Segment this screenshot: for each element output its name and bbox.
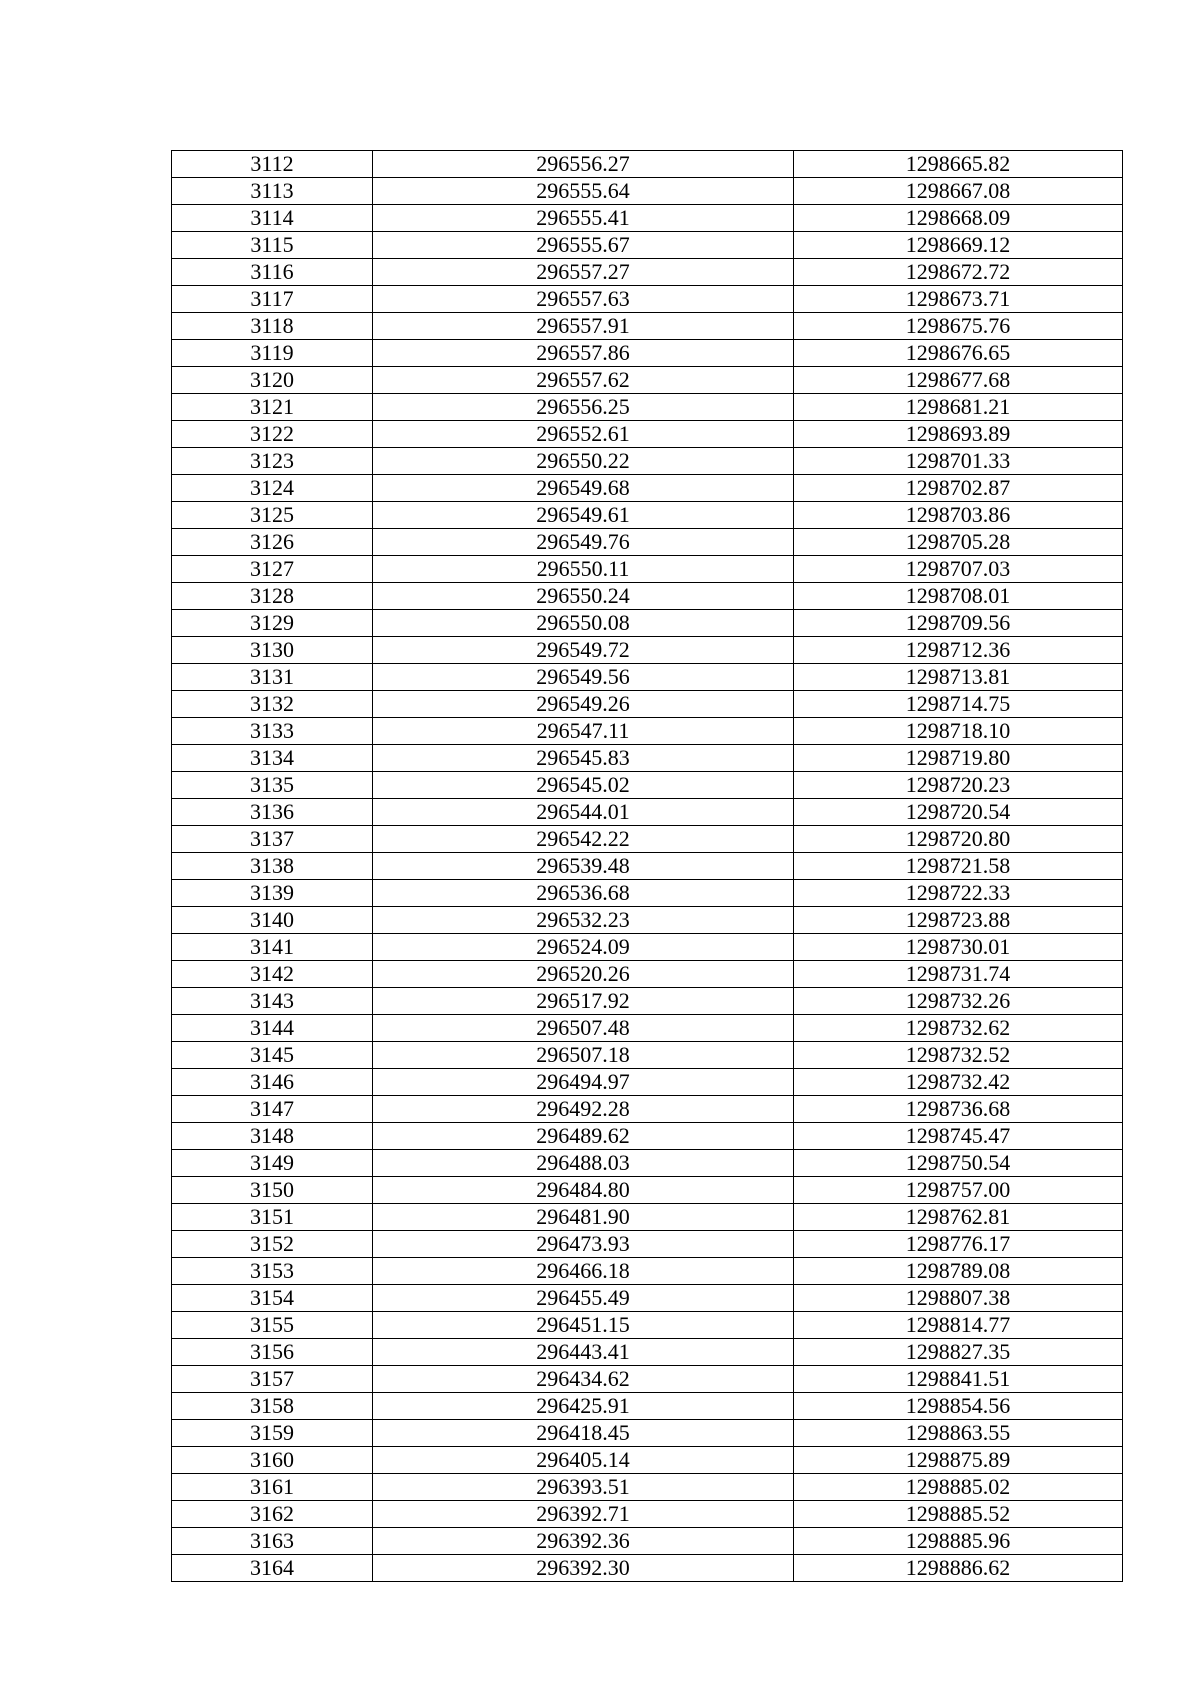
x-coordinate-cell: 296392.71 (373, 1501, 794, 1528)
x-coordinate-cell: 296557.27 (373, 259, 794, 286)
x-coordinate-cell: 296392.36 (373, 1528, 794, 1555)
x-coordinate-cell: 296556.25 (373, 394, 794, 421)
point-number-cell: 3141 (172, 934, 373, 961)
y-coordinate-cell: 1298745.47 (794, 1123, 1123, 1150)
point-number-cell: 3132 (172, 691, 373, 718)
table-row (172, 664, 1123, 691)
table-row (172, 151, 1123, 178)
y-coordinate-cell: 1298731.74 (794, 961, 1123, 988)
table-row (172, 1204, 1123, 1231)
table-row (172, 1258, 1123, 1285)
y-coordinate-cell: 1298730.01 (794, 934, 1123, 961)
x-coordinate-cell: 296549.26 (373, 691, 794, 718)
point-number-cell: 3153 (172, 1258, 373, 1285)
point-number-cell: 3148 (172, 1123, 373, 1150)
table-row (172, 502, 1123, 529)
table-row (172, 691, 1123, 718)
x-coordinate-cell: 296550.22 (373, 448, 794, 475)
x-coordinate-cell: 296549.72 (373, 637, 794, 664)
table-row (172, 1042, 1123, 1069)
y-coordinate-cell: 1298789.08 (794, 1258, 1123, 1285)
y-coordinate-cell: 1298713.81 (794, 664, 1123, 691)
x-coordinate-cell: 296549.56 (373, 664, 794, 691)
y-coordinate-cell: 1298703.86 (794, 502, 1123, 529)
y-coordinate-cell: 1298675.76 (794, 313, 1123, 340)
table-row (172, 340, 1123, 367)
y-coordinate-cell: 1298885.52 (794, 1501, 1123, 1528)
y-coordinate-cell: 1298732.62 (794, 1015, 1123, 1042)
x-coordinate-cell: 296393.51 (373, 1474, 794, 1501)
y-coordinate-cell: 1298736.68 (794, 1096, 1123, 1123)
table-row (172, 1177, 1123, 1204)
table-row (172, 205, 1123, 232)
y-coordinate-cell: 1298885.96 (794, 1528, 1123, 1555)
table-row (172, 1285, 1123, 1312)
y-coordinate-cell: 1298665.82 (794, 151, 1123, 178)
point-number-cell: 3143 (172, 988, 373, 1015)
point-number-cell: 3146 (172, 1069, 373, 1096)
x-coordinate-cell: 296488.03 (373, 1150, 794, 1177)
table-row (172, 475, 1123, 502)
y-coordinate-cell: 1298732.42 (794, 1069, 1123, 1096)
y-coordinate-cell: 1298814.77 (794, 1312, 1123, 1339)
y-coordinate-cell: 1298720.23 (794, 772, 1123, 799)
point-number-cell: 3156 (172, 1339, 373, 1366)
point-number-cell: 3137 (172, 826, 373, 853)
x-coordinate-cell: 296549.76 (373, 529, 794, 556)
x-coordinate-cell: 296550.24 (373, 583, 794, 610)
y-coordinate-cell: 1298712.36 (794, 637, 1123, 664)
x-coordinate-cell: 296392.30 (373, 1555, 794, 1582)
x-coordinate-cell: 296539.48 (373, 853, 794, 880)
table-row (172, 934, 1123, 961)
y-coordinate-cell: 1298709.56 (794, 610, 1123, 637)
x-coordinate-cell: 296492.28 (373, 1096, 794, 1123)
y-coordinate-cell: 1298732.26 (794, 988, 1123, 1015)
x-coordinate-cell: 296557.63 (373, 286, 794, 313)
x-coordinate-cell: 296455.49 (373, 1285, 794, 1312)
point-number-cell: 3119 (172, 340, 373, 367)
x-coordinate-cell: 296473.93 (373, 1231, 794, 1258)
x-coordinate-cell: 296557.91 (373, 313, 794, 340)
x-coordinate-cell: 296550.11 (373, 556, 794, 583)
point-number-cell: 3123 (172, 448, 373, 475)
point-number-cell: 3131 (172, 664, 373, 691)
y-coordinate-cell: 1298885.02 (794, 1474, 1123, 1501)
table-row (172, 1123, 1123, 1150)
point-number-cell: 3135 (172, 772, 373, 799)
x-coordinate-cell: 296443.41 (373, 1339, 794, 1366)
table-row (172, 826, 1123, 853)
point-number-cell: 3154 (172, 1285, 373, 1312)
table-row (172, 610, 1123, 637)
table-row (172, 1555, 1123, 1582)
point-number-cell: 3127 (172, 556, 373, 583)
y-coordinate-cell: 1298669.12 (794, 232, 1123, 259)
x-coordinate-cell: 296555.41 (373, 205, 794, 232)
point-number-cell: 3150 (172, 1177, 373, 1204)
point-number-cell: 3155 (172, 1312, 373, 1339)
point-number-cell: 3138 (172, 853, 373, 880)
table-row (172, 394, 1123, 421)
y-coordinate-cell: 1298702.87 (794, 475, 1123, 502)
x-coordinate-cell: 296550.08 (373, 610, 794, 637)
point-number-cell: 3112 (172, 151, 373, 178)
table-row (172, 961, 1123, 988)
x-coordinate-cell: 296520.26 (373, 961, 794, 988)
point-number-cell: 3120 (172, 367, 373, 394)
table-row (172, 907, 1123, 934)
y-coordinate-cell: 1298718.10 (794, 718, 1123, 745)
x-coordinate-cell: 296524.09 (373, 934, 794, 961)
y-coordinate-cell: 1298750.54 (794, 1150, 1123, 1177)
y-coordinate-cell: 1298757.00 (794, 1177, 1123, 1204)
point-number-cell: 3129 (172, 610, 373, 637)
y-coordinate-cell: 1298672.72 (794, 259, 1123, 286)
point-number-cell: 3142 (172, 961, 373, 988)
y-coordinate-cell: 1298676.65 (794, 340, 1123, 367)
y-coordinate-cell: 1298854.56 (794, 1393, 1123, 1420)
point-number-cell: 3149 (172, 1150, 373, 1177)
x-coordinate-cell: 296555.64 (373, 178, 794, 205)
y-coordinate-cell: 1298723.88 (794, 907, 1123, 934)
x-coordinate-cell: 296489.62 (373, 1123, 794, 1150)
x-coordinate-cell: 296547.11 (373, 718, 794, 745)
x-coordinate-cell: 296517.92 (373, 988, 794, 1015)
table-row (172, 718, 1123, 745)
table-row (172, 853, 1123, 880)
table-row (172, 745, 1123, 772)
x-coordinate-cell: 296507.18 (373, 1042, 794, 1069)
x-coordinate-cell: 296549.68 (373, 475, 794, 502)
y-coordinate-cell: 1298807.38 (794, 1285, 1123, 1312)
x-coordinate-cell: 296552.61 (373, 421, 794, 448)
point-number-cell: 3128 (172, 583, 373, 610)
point-number-cell: 3124 (172, 475, 373, 502)
table-row (172, 1096, 1123, 1123)
table-row (172, 232, 1123, 259)
point-number-cell: 3159 (172, 1420, 373, 1447)
point-number-cell: 3140 (172, 907, 373, 934)
table-row (172, 1231, 1123, 1258)
y-coordinate-cell: 1298677.68 (794, 367, 1123, 394)
x-coordinate-cell: 296418.45 (373, 1420, 794, 1447)
y-coordinate-cell: 1298721.58 (794, 853, 1123, 880)
table-row (172, 637, 1123, 664)
x-coordinate-cell: 296425.91 (373, 1393, 794, 1420)
x-coordinate-cell: 296557.86 (373, 340, 794, 367)
y-coordinate-cell: 1298886.62 (794, 1555, 1123, 1582)
y-coordinate-cell: 1298668.09 (794, 205, 1123, 232)
x-coordinate-cell: 296555.67 (373, 232, 794, 259)
y-coordinate-cell: 1298827.35 (794, 1339, 1123, 1366)
table-row (172, 1447, 1123, 1474)
point-number-cell: 3117 (172, 286, 373, 313)
point-number-cell: 3136 (172, 799, 373, 826)
table-row (172, 178, 1123, 205)
y-coordinate-cell: 1298841.51 (794, 1366, 1123, 1393)
point-number-cell: 3133 (172, 718, 373, 745)
x-coordinate-cell: 296451.15 (373, 1312, 794, 1339)
x-coordinate-cell: 296507.48 (373, 1015, 794, 1042)
point-number-cell: 3152 (172, 1231, 373, 1258)
point-number-cell: 3121 (172, 394, 373, 421)
table-row (172, 313, 1123, 340)
x-coordinate-cell: 296405.14 (373, 1447, 794, 1474)
x-coordinate-cell: 296466.18 (373, 1258, 794, 1285)
table-row (172, 1015, 1123, 1042)
coordinate-table-body (172, 151, 1123, 1582)
x-coordinate-cell: 296549.61 (373, 502, 794, 529)
y-coordinate-cell: 1298875.89 (794, 1447, 1123, 1474)
y-coordinate-cell: 1298701.33 (794, 448, 1123, 475)
point-number-cell: 3151 (172, 1204, 373, 1231)
point-number-cell: 3158 (172, 1393, 373, 1420)
table-row (172, 1339, 1123, 1366)
table-row (172, 1069, 1123, 1096)
point-number-cell: 3163 (172, 1528, 373, 1555)
coordinate-table (171, 150, 1123, 1582)
table-row (172, 988, 1123, 1015)
table-row (172, 1366, 1123, 1393)
x-coordinate-cell: 296494.97 (373, 1069, 794, 1096)
x-coordinate-cell: 296532.23 (373, 907, 794, 934)
y-coordinate-cell: 1298673.71 (794, 286, 1123, 313)
table-row (172, 367, 1123, 394)
table-row (172, 259, 1123, 286)
y-coordinate-cell: 1298714.75 (794, 691, 1123, 718)
y-coordinate-cell: 1298667.08 (794, 178, 1123, 205)
table-row (172, 1474, 1123, 1501)
y-coordinate-cell: 1298693.89 (794, 421, 1123, 448)
y-coordinate-cell: 1298732.52 (794, 1042, 1123, 1069)
point-number-cell: 3126 (172, 529, 373, 556)
x-coordinate-cell: 296481.90 (373, 1204, 794, 1231)
point-number-cell: 3164 (172, 1555, 373, 1582)
x-coordinate-cell: 296484.80 (373, 1177, 794, 1204)
y-coordinate-cell: 1298776.17 (794, 1231, 1123, 1258)
x-coordinate-cell: 296545.83 (373, 745, 794, 772)
point-number-cell: 3157 (172, 1366, 373, 1393)
point-number-cell: 3118 (172, 313, 373, 340)
table-row (172, 1528, 1123, 1555)
table-row (172, 1501, 1123, 1528)
table-row (172, 286, 1123, 313)
table-row (172, 529, 1123, 556)
y-coordinate-cell: 1298762.81 (794, 1204, 1123, 1231)
table-row (172, 1393, 1123, 1420)
y-coordinate-cell: 1298705.28 (794, 529, 1123, 556)
y-coordinate-cell: 1298863.55 (794, 1420, 1123, 1447)
y-coordinate-cell: 1298707.03 (794, 556, 1123, 583)
point-number-cell: 3114 (172, 205, 373, 232)
y-coordinate-cell: 1298708.01 (794, 583, 1123, 610)
x-coordinate-cell: 296545.02 (373, 772, 794, 799)
table-row (172, 772, 1123, 799)
table-row (172, 1312, 1123, 1339)
point-number-cell: 3160 (172, 1447, 373, 1474)
point-number-cell: 3122 (172, 421, 373, 448)
point-number-cell: 3145 (172, 1042, 373, 1069)
table-row (172, 799, 1123, 826)
table-row (172, 448, 1123, 475)
point-number-cell: 3130 (172, 637, 373, 664)
y-coordinate-cell: 1298720.54 (794, 799, 1123, 826)
table-row (172, 1150, 1123, 1177)
y-coordinate-cell: 1298719.80 (794, 745, 1123, 772)
table-row (172, 1420, 1123, 1447)
x-coordinate-cell: 296557.62 (373, 367, 794, 394)
point-number-cell: 3147 (172, 1096, 373, 1123)
table-row (172, 421, 1123, 448)
x-coordinate-cell: 296556.27 (373, 151, 794, 178)
table-row (172, 583, 1123, 610)
y-coordinate-cell: 1298722.33 (794, 880, 1123, 907)
point-number-cell: 3161 (172, 1474, 373, 1501)
x-coordinate-cell: 296542.22 (373, 826, 794, 853)
x-coordinate-cell: 296434.62 (373, 1366, 794, 1393)
point-number-cell: 3144 (172, 1015, 373, 1042)
y-coordinate-cell: 1298681.21 (794, 394, 1123, 421)
point-number-cell: 3116 (172, 259, 373, 286)
y-coordinate-cell: 1298720.80 (794, 826, 1123, 853)
point-number-cell: 3139 (172, 880, 373, 907)
table-row (172, 880, 1123, 907)
point-number-cell: 3115 (172, 232, 373, 259)
point-number-cell: 3134 (172, 745, 373, 772)
point-number-cell: 3162 (172, 1501, 373, 1528)
point-number-cell: 3113 (172, 178, 373, 205)
x-coordinate-cell: 296536.68 (373, 880, 794, 907)
x-coordinate-cell: 296544.01 (373, 799, 794, 826)
table-row (172, 556, 1123, 583)
point-number-cell: 3125 (172, 502, 373, 529)
